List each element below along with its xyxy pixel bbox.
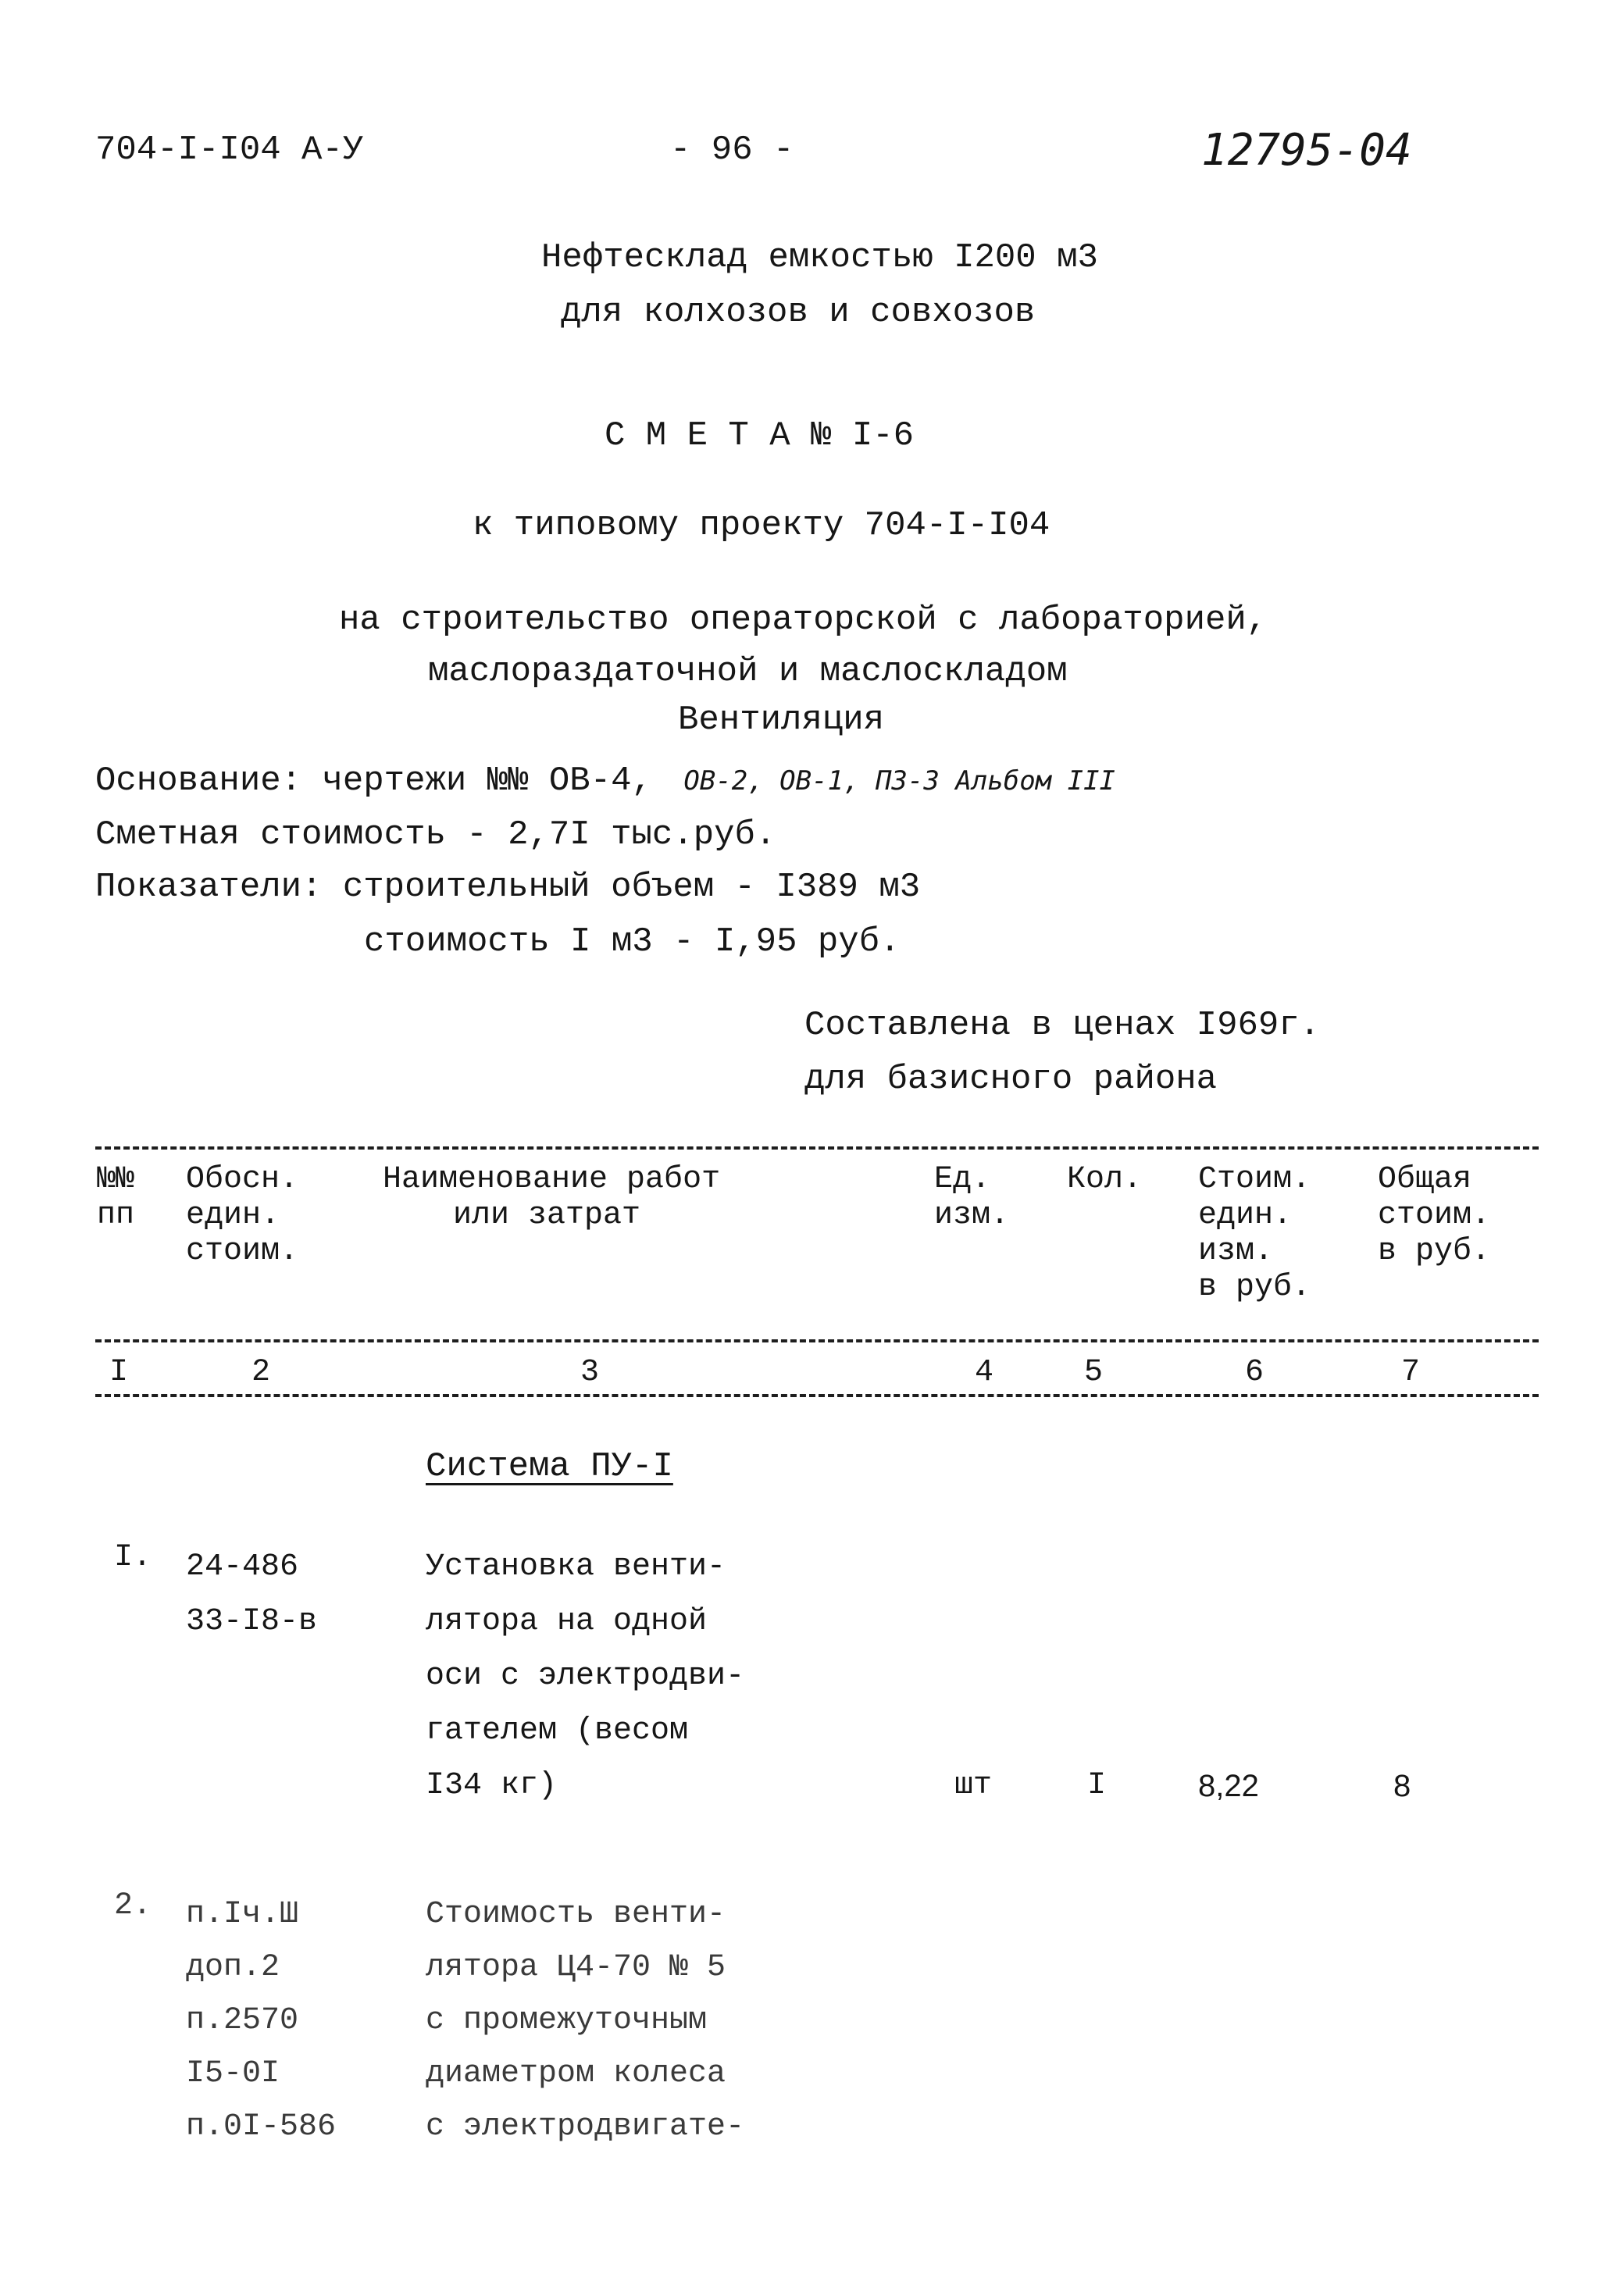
header-col-name: Наименование работ или затрат bbox=[383, 1162, 721, 1233]
column-number-4: 4 bbox=[975, 1355, 994, 1390]
row-1-unit: шт bbox=[954, 1768, 993, 1803]
column-number-3: 3 bbox=[580, 1355, 600, 1390]
estimate-title: С М Е Т А № I-6 bbox=[605, 416, 915, 455]
page-number: - 96 - bbox=[670, 130, 794, 169]
header-col-unit-price: Стоим. един. изм. в руб. bbox=[1198, 1162, 1311, 1305]
row-1-unit-price: 8,22 bbox=[1198, 1769, 1259, 1803]
project-reference: к типовому проекту 704-I-I04 bbox=[473, 506, 1050, 545]
header-bottom-border bbox=[95, 1339, 1539, 1342]
facility-title: Нефтесклад емкостью I200 м3 bbox=[541, 238, 1098, 277]
estimated-cost: Сметная стоимость - 2,7I тыс.руб. bbox=[95, 815, 776, 854]
purpose-line-2: маслораздаточной и маслоскладом bbox=[428, 652, 1068, 691]
column-number-5: 5 bbox=[1084, 1355, 1104, 1390]
column-number-1: I bbox=[109, 1355, 129, 1390]
document-code: 704-I-I04 А-У bbox=[95, 130, 364, 169]
basis-handwritten: ОВ-2, ОВ-1, ПЗ-3 Альбом III bbox=[683, 765, 1116, 797]
row-2-name: Стоимость венти- лятора Ц4-70 № 5 с промежуточным диаметром колеса с электродвигате- bbox=[426, 1897, 745, 2144]
row-2-number: 2. bbox=[114, 1888, 152, 1923]
header-col-unit: Ед. изм. bbox=[934, 1162, 1010, 1233]
row-1-basis: 24-486 33-I8-в bbox=[186, 1549, 318, 1639]
price-basis: Составлена в ценах I969г. bbox=[804, 1006, 1321, 1045]
row-1-number: I. bbox=[114, 1540, 152, 1575]
purpose-line-1: на строительство операторской с лабораторией, bbox=[339, 601, 1268, 640]
indicators-unit-cost: стоимость I м3 - I,95 руб. bbox=[364, 922, 901, 961]
system-heading: Система ПУ-I bbox=[426, 1447, 673, 1486]
facility-subtitle: для колхозов и совхозов bbox=[561, 293, 1036, 332]
column-number-7: 7 bbox=[1401, 1355, 1421, 1390]
header-col-total: Общая стоим. в руб. bbox=[1378, 1162, 1491, 1269]
column-number-6: 6 bbox=[1245, 1355, 1265, 1390]
column-numbers-border bbox=[95, 1394, 1539, 1397]
row-1-name: Установка венти- лятора на одной оси с электродви- гателем (весом I34 кг) bbox=[426, 1549, 745, 1803]
indicators-volume: Показатели: строительный объем - I389 м3 bbox=[95, 868, 921, 907]
basis-prefix: Основание: чертежи №№ ОВ-4, bbox=[95, 761, 652, 800]
basis-line bbox=[95, 761, 1116, 800]
price-region: для базисного района bbox=[804, 1060, 1218, 1099]
row-1-total: 8 bbox=[1393, 1769, 1411, 1803]
archive-number: 12795-04 bbox=[1201, 125, 1412, 176]
row-2-basis: п.Iч.Ш доп.2 п.2570 I5-0I п.0I-586 bbox=[186, 1897, 337, 2144]
column-number-2: 2 bbox=[251, 1355, 271, 1390]
header-col-basis: Обосн. един. стоим. bbox=[186, 1162, 299, 1269]
header-col-quantity: Кол. bbox=[1067, 1162, 1143, 1197]
section-title: Вентиляция bbox=[678, 701, 885, 740]
header-col-number: №№ пп bbox=[97, 1162, 135, 1233]
table-top-border bbox=[95, 1146, 1539, 1150]
row-1-quantity: I bbox=[1087, 1768, 1107, 1803]
